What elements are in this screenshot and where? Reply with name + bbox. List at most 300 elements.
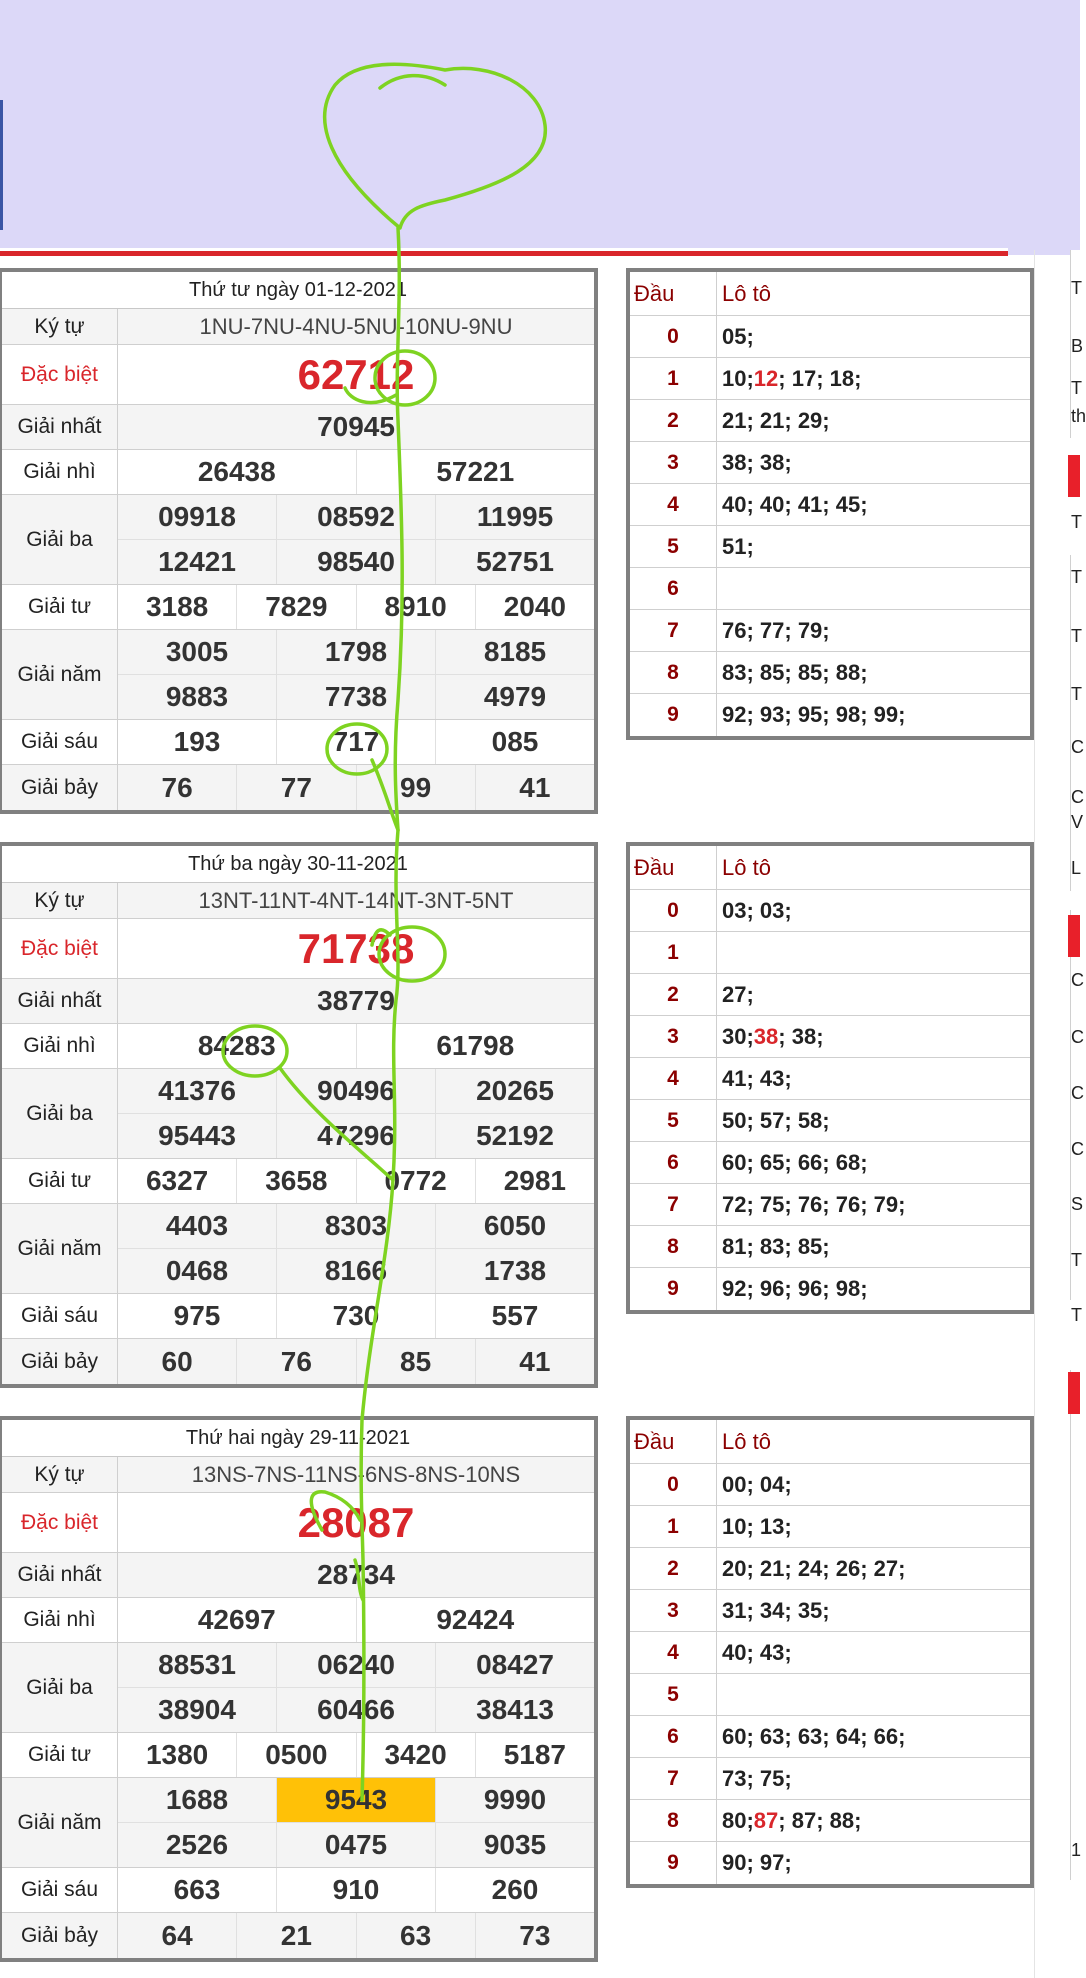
loto-number-text: 38; 38; (722, 449, 792, 475)
code-sequence: 13NT-11NT-4NT-14NT-3NT-5NT (198, 887, 514, 913)
prize-number: 60 (118, 1339, 237, 1384)
prize-line (118, 720, 594, 764)
prize-row-g7 (2, 1339, 594, 1384)
special-prize-number: 62712 (297, 350, 415, 398)
loto-number-text: 31; 34; 35; (722, 1597, 830, 1623)
prize-number: 260 (491, 1874, 539, 1905)
loto-table (626, 268, 1034, 740)
prize-number: 28734 (317, 1559, 395, 1590)
loto-numbers (717, 1632, 1030, 1673)
prize-label: Giải ba (2, 1069, 118, 1158)
prize-cells (118, 1553, 594, 1597)
loto-numbers (717, 1464, 1030, 1505)
prize-cells (118, 765, 594, 810)
loto-numbers (717, 932, 1030, 973)
loto-head-digit: 0 (630, 316, 717, 357)
prize-label: Ký tự (2, 1457, 118, 1492)
prize-line (118, 1294, 594, 1338)
prize-number: 41376 (118, 1069, 277, 1113)
prize-label: Đặc biệt (2, 1493, 118, 1552)
prize-label: Giải nhì (2, 450, 118, 494)
prize-number: 76 (118, 765, 237, 810)
loto-header (630, 272, 1030, 316)
result-table (0, 268, 598, 814)
prize-row-g3 (2, 495, 594, 585)
prize-number: 47296 (277, 1114, 436, 1158)
prize-cells (118, 405, 594, 449)
sidebar-item-letter[interactable]: T (1071, 1305, 1082, 1325)
prize-line (118, 674, 594, 719)
loto-number-text: 76; 77; 79; (722, 617, 830, 643)
loto-head-digit: 8 (630, 652, 717, 693)
prize-number: 42697 (118, 1598, 357, 1642)
loto-head-digit: 5 (630, 1674, 717, 1715)
loto-number-text: 92; 93; 95; 98; 99; (722, 702, 906, 727)
prize-label: Giải tư (2, 1159, 118, 1203)
prize-row-g2 (2, 1024, 594, 1069)
loto-number-text: 10; (722, 365, 754, 391)
prize-line (118, 1457, 594, 1492)
result-table (0, 842, 598, 1388)
loto-numbers (717, 610, 1030, 651)
loto-row (630, 568, 1030, 610)
prize-label: Giải tư (2, 1733, 118, 1777)
loto-table (626, 1416, 1034, 1888)
prize-line (118, 1024, 594, 1068)
prize-number: 99 (357, 765, 476, 810)
prize-number: 8166 (277, 1249, 436, 1293)
loto-numbers (717, 1506, 1030, 1547)
loto-head-digit: 6 (630, 568, 717, 609)
loto-head-digit: 3 (630, 1016, 717, 1057)
prize-row-g7 (2, 1913, 594, 1958)
loto-row (630, 1268, 1030, 1310)
prize-label: Giải nhất (2, 1553, 118, 1597)
prize-line (118, 1248, 594, 1293)
result-date-title: Thứ hai ngày 29-11-2021 (2, 1420, 594, 1457)
prize-line (118, 1868, 594, 1912)
prize-cells (118, 1598, 594, 1642)
loto-row (630, 1716, 1030, 1758)
header-divider (0, 248, 1008, 256)
loto-row (630, 1226, 1030, 1268)
loto-numbers (717, 484, 1030, 525)
prize-line (118, 1822, 594, 1867)
prize-number: 38413 (476, 1694, 554, 1725)
loto-numbers (717, 1800, 1030, 1841)
sidebar-item-letter[interactable]: C (1071, 1083, 1084, 1103)
prize-row-g5 (2, 630, 594, 720)
prize-line (118, 1598, 594, 1642)
loto-number-text: 81; 83; 85; (722, 1233, 830, 1259)
prize-number: 9883 (118, 675, 277, 719)
prize-cells (118, 1069, 594, 1158)
prize-row-g3 (2, 1069, 594, 1159)
prize-number: 8910 (357, 585, 476, 629)
loto-head-digit: 3 (630, 1590, 717, 1631)
loto-row (630, 1506, 1030, 1548)
loto-number-text: 20; 21; 24; 26; 27; (722, 1555, 906, 1581)
prize-number: 57221 (436, 456, 515, 487)
prize-number: 663 (118, 1868, 277, 1912)
loto-numbers (717, 1100, 1030, 1141)
loto-number-text: ; 38; (778, 1023, 824, 1049)
prize-number: 1688 (118, 1778, 277, 1822)
prize-number: 6050 (483, 1210, 547, 1241)
loto-head-digit: 1 (630, 932, 717, 973)
loto-number-text: 73; 75; (722, 1765, 792, 1791)
loto-numbers (717, 1142, 1030, 1183)
prize-label: Giải nhất (2, 405, 118, 449)
loto-head-digit: 1 (630, 358, 717, 399)
loto-header-dau: Đầu (630, 1420, 717, 1463)
loto-header-dau: Đầu (630, 272, 717, 315)
loto-head-digit: 1 (630, 1506, 717, 1547)
prize-cells (118, 630, 594, 719)
special-prize-number: 71738 (297, 924, 415, 972)
prize-line (118, 1687, 594, 1732)
prize-cells (118, 1643, 594, 1732)
loto-numbers (717, 316, 1030, 357)
prize-label: Giải bảy (2, 1339, 118, 1384)
loto-row (630, 694, 1030, 736)
prize-number: 52751 (476, 546, 554, 577)
prize-cells (118, 720, 594, 764)
prize-number: 2526 (118, 1823, 277, 1867)
result-table (0, 1416, 598, 1962)
prize-row-g6 (2, 720, 594, 765)
loto-row (630, 890, 1030, 932)
loto-numbers (717, 1758, 1030, 1799)
prize-row-g1 (2, 979, 594, 1024)
prize-cells (118, 1913, 594, 1958)
sidebar-item-letter[interactable]: T (1071, 626, 1082, 646)
prize-label: Giải bảy (2, 765, 118, 810)
loto-row (630, 1016, 1030, 1058)
prize-number: 41 (519, 771, 551, 803)
loto-numbers (717, 1058, 1030, 1099)
prize-number: 4403 (118, 1204, 277, 1248)
prize-number: 9543 (277, 1778, 436, 1822)
prize-label: Ký tự (2, 883, 118, 918)
loto-special-number: 38 (753, 1023, 779, 1049)
prize-number: 06240 (277, 1643, 436, 1687)
sidebar-item-letter[interactable]: 1 (1071, 1840, 1082, 1860)
prize-cells (118, 450, 594, 494)
prize-label: Giải tư (2, 585, 118, 629)
loto-numbers (717, 1674, 1030, 1715)
loto-head-digit: 8 (630, 1226, 717, 1267)
prize-line (118, 585, 594, 629)
sidebar-item-letter[interactable]: L (1071, 858, 1082, 878)
loto-row (630, 932, 1030, 974)
loto-number-text: 80; (722, 1807, 754, 1833)
prize-number: 085 (491, 726, 539, 757)
prize-cells (118, 1339, 594, 1384)
loto-numbers (717, 1590, 1030, 1631)
loto-head-digit: 4 (630, 484, 717, 525)
prize-cells (118, 919, 594, 978)
prize-cells (118, 1159, 594, 1203)
loto-row (630, 400, 1030, 442)
header-edge (0, 100, 3, 230)
loto-row (630, 1142, 1030, 1184)
loto-header-list: Lô tô (722, 280, 771, 306)
loto-row (630, 1590, 1030, 1632)
loto-number-text: 50; 57; 58; (722, 1107, 830, 1133)
prize-number: 95443 (118, 1114, 277, 1158)
loto-header (630, 1420, 1030, 1464)
sidebar-item-letter[interactable]: T (1071, 684, 1082, 704)
prize-number: 193 (118, 720, 277, 764)
loto-number-text: ; 17; 18; (778, 365, 862, 391)
loto-numbers (717, 526, 1030, 567)
prize-line (118, 883, 594, 918)
prize-line (118, 919, 594, 978)
loto-number-text: ; 87; 88; (778, 1807, 862, 1833)
result-date-title: Thứ ba ngày 30-11-2021 (2, 846, 594, 883)
prize-number: 9990 (483, 1784, 547, 1815)
loto-head-digit: 4 (630, 1058, 717, 1099)
sidebar-item-letter[interactable]: S (1071, 1194, 1084, 1214)
prize-number: 41 (519, 1345, 551, 1377)
loto-numbers (717, 652, 1030, 693)
loto-head-digit: 6 (630, 1716, 717, 1757)
prize-number: 9035 (483, 1829, 547, 1860)
loto-row (630, 1758, 1030, 1800)
prize-label: Đặc biệt (2, 345, 118, 404)
prize-number: 1738 (483, 1255, 547, 1286)
sidebar-item-letter[interactable]: th (1071, 406, 1086, 426)
prize-number: 61798 (436, 1030, 515, 1061)
loto-number-text: 21; 21; 29; (722, 407, 830, 433)
prize-row-code (2, 309, 594, 345)
prize-line (118, 345, 594, 404)
sidebar-red-header (1068, 915, 1080, 957)
loto-numbers (717, 358, 1030, 399)
prize-number: 557 (491, 1300, 539, 1331)
prize-number: 64 (118, 1913, 237, 1958)
prize-row-code (2, 1457, 594, 1493)
prize-number: 975 (118, 1294, 277, 1338)
loto-header (630, 846, 1030, 890)
loto-head-digit: 4 (630, 1632, 717, 1673)
sidebar-item-letter[interactable]: C (1071, 787, 1084, 807)
loto-row (630, 1464, 1030, 1506)
prize-row-g2 (2, 1598, 594, 1643)
loto-head-digit: 7 (630, 610, 717, 651)
loto-numbers (717, 442, 1030, 483)
prize-number: 92424 (436, 1604, 515, 1635)
prize-number: 08427 (476, 1649, 554, 1680)
prize-cells (118, 1493, 594, 1552)
loto-number-text: 60; 63; 63; 64; 66; (722, 1723, 906, 1749)
prize-number: 21 (237, 1913, 356, 1958)
prize-number: 910 (277, 1868, 436, 1912)
prize-number: 20265 (476, 1075, 554, 1106)
loto-special-number: 12 (753, 365, 779, 391)
sidebar-item-letter[interactable]: V (1071, 812, 1084, 832)
prize-cells (118, 1733, 594, 1777)
sidebar-red-header (1068, 1372, 1080, 1414)
sidebar-item-letter[interactable]: C (1071, 1139, 1084, 1159)
prize-number: 84283 (118, 1024, 357, 1068)
prize-number: 76 (237, 1339, 356, 1384)
prize-row-g3 (2, 1643, 594, 1733)
loto-head-digit: 2 (630, 1548, 717, 1589)
sidebar-border (1034, 250, 1035, 1978)
loto-row (630, 1842, 1030, 1884)
loto-number-text: 40; 40; 41; 45; (722, 491, 868, 517)
prize-number: 1380 (118, 1733, 237, 1777)
prize-number: 88531 (118, 1643, 277, 1687)
sidebar-item-letter[interactable]: C (1071, 1027, 1084, 1047)
prize-row-special (2, 919, 594, 979)
loto-header-list: Lô tô (722, 1428, 771, 1454)
prize-number: 3658 (237, 1159, 356, 1203)
prize-line (118, 1733, 594, 1777)
loto-row (630, 652, 1030, 694)
prize-number: 60466 (277, 1688, 436, 1732)
prize-number: 09918 (118, 495, 277, 539)
prize-cells (118, 309, 594, 344)
prize-line (118, 1339, 594, 1384)
loto-head-digit: 0 (630, 890, 717, 931)
code-sequence: 1NU-7NU-4NU-5NU-10NU-9NU (199, 313, 513, 339)
prize-label: Giải ba (2, 495, 118, 584)
prize-number: 2981 (503, 1165, 567, 1196)
loto-number-text: 41; 43; (722, 1065, 792, 1091)
loto-head-digit: 3 (630, 442, 717, 483)
loto-numbers (717, 1842, 1030, 1884)
prize-row-g7 (2, 765, 594, 810)
prize-cells (118, 1204, 594, 1293)
loto-table (626, 842, 1034, 1314)
loto-row (630, 1548, 1030, 1590)
prize-number: 3005 (118, 630, 277, 674)
prize-number: 26438 (118, 450, 357, 494)
prize-label: Giải năm (2, 630, 118, 719)
prize-number: 8303 (277, 1204, 436, 1248)
sidebar-item-letter[interactable]: T (1071, 278, 1082, 298)
prize-row-g6 (2, 1868, 594, 1913)
sidebar-item-letter[interactable]: T (1071, 567, 1082, 587)
prize-number: 8185 (483, 636, 547, 667)
loto-head-digit: 2 (630, 974, 717, 1015)
prize-number: 6327 (118, 1159, 237, 1203)
prize-row-g1 (2, 405, 594, 450)
prize-line (118, 1113, 594, 1158)
loto-head-digit: 2 (630, 400, 717, 441)
loto-row (630, 1800, 1030, 1842)
redacted-header-overlay (0, 0, 1080, 255)
prize-line (118, 1913, 594, 1958)
prize-line (118, 1778, 594, 1822)
prize-cells (118, 345, 594, 404)
sidebar-item-letter[interactable]: T (1071, 512, 1082, 532)
loto-head-digit: 8 (630, 1800, 717, 1841)
prize-line (118, 1643, 594, 1687)
loto-numbers (717, 1016, 1030, 1057)
prize-row-special (2, 345, 594, 405)
prize-number: 08592 (277, 495, 436, 539)
prize-number: 0500 (237, 1733, 356, 1777)
loto-head-digit: 6 (630, 1142, 717, 1183)
loto-row (630, 526, 1030, 568)
sidebar-card (1070, 555, 1084, 891)
loto-head-digit: 5 (630, 526, 717, 567)
loto-head-digit: 5 (630, 1100, 717, 1141)
loto-number-text: 30; (722, 1023, 754, 1049)
prize-label: Giải năm (2, 1778, 118, 1867)
prize-cells (118, 979, 594, 1023)
loto-number-text: 60; 65; 66; 68; (722, 1149, 868, 1175)
loto-row (630, 1058, 1030, 1100)
loto-row (630, 1184, 1030, 1226)
prize-number: 7738 (277, 675, 436, 719)
prize-label: Giải ba (2, 1643, 118, 1732)
prize-number: 717 (277, 720, 436, 764)
loto-header-dau: Đầu (630, 846, 717, 889)
prize-line (118, 630, 594, 674)
prize-line (118, 765, 594, 810)
prize-row-special (2, 1493, 594, 1553)
prize-label: Đặc biệt (2, 919, 118, 978)
sidebar-item-letter[interactable]: B (1071, 336, 1084, 356)
loto-head-digit: 0 (630, 1464, 717, 1505)
prize-number: 38779 (317, 985, 395, 1016)
prize-line (118, 495, 594, 539)
prize-line (118, 450, 594, 494)
prize-number: 63 (357, 1913, 476, 1958)
prize-row-g5 (2, 1204, 594, 1294)
loto-number-text: 83; 85; 85; 88; (722, 659, 868, 685)
prize-number: 0475 (277, 1823, 436, 1867)
loto-numbers (717, 694, 1030, 736)
prize-row-g5 (2, 1778, 594, 1868)
prize-number: 3188 (118, 585, 237, 629)
sidebar-item-letter[interactable]: T (1071, 1250, 1082, 1270)
prize-number: 98540 (277, 540, 436, 584)
loto-head-digit: 9 (630, 694, 717, 736)
prize-number: 85 (357, 1339, 476, 1384)
sidebar-item-letter[interactable]: C (1071, 737, 1084, 757)
sidebar-red-header (1068, 455, 1080, 497)
prize-label: Giải nhất (2, 979, 118, 1023)
loto-number-text: 40; 43; (722, 1639, 792, 1665)
loto-numbers (717, 890, 1030, 931)
sidebar-item-letter[interactable]: T (1071, 378, 1082, 398)
loto-number-text: 03; 03; (722, 897, 792, 923)
sidebar-item-letter[interactable]: C (1071, 970, 1084, 990)
prize-label: Giải sáu (2, 720, 118, 764)
loto-row (630, 358, 1030, 400)
loto-numbers (717, 1268, 1030, 1310)
prize-label: Giải bảy (2, 1913, 118, 1958)
loto-numbers (717, 400, 1030, 441)
prize-label: Ký tự (2, 309, 118, 344)
prize-cells (118, 1457, 594, 1492)
prize-number: 0772 (357, 1159, 476, 1203)
special-prize-number: 28087 (297, 1498, 415, 1546)
prize-line (118, 1069, 594, 1113)
loto-numbers (717, 1226, 1030, 1267)
prize-number: 3420 (357, 1733, 476, 1777)
prize-cells (118, 1868, 594, 1912)
result-date-title: Thứ tư ngày 01-12-2021 (2, 272, 594, 309)
prize-number: 4979 (483, 681, 547, 712)
loto-number-text: 00; 04; (722, 1471, 792, 1497)
